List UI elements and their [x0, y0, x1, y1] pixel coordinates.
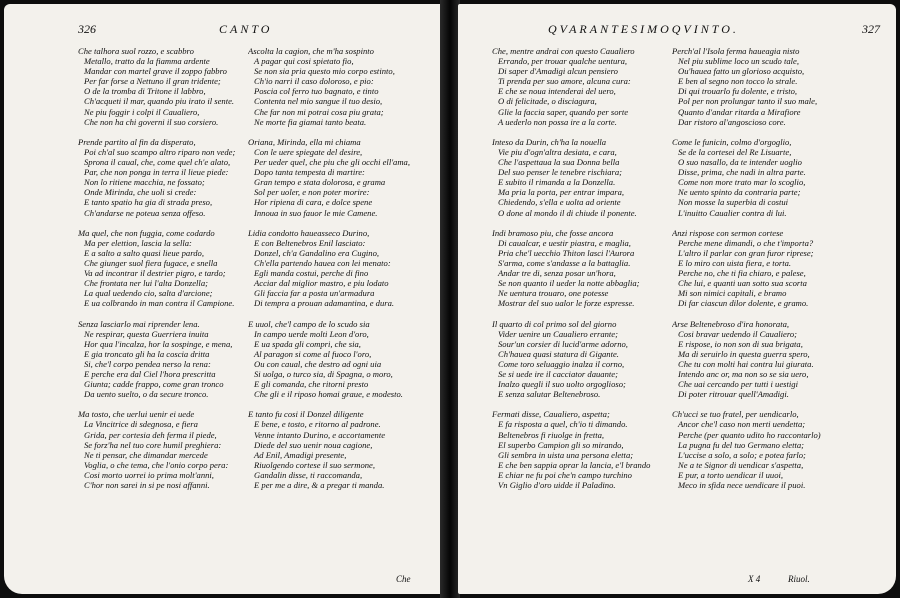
stanza: [248, 137, 442, 218]
verse-line: Intendo anc or, ma non so se sia uero,: [678, 369, 809, 379]
verse-line: Ch'acqueti il mar, quando piu irato il sente.: [84, 96, 235, 107]
verse-line: Mi son nimici capitali, e bramo: [678, 288, 787, 299]
verse-line: Disse, prima, che nadi in altra parte.: [678, 167, 806, 178]
verse-line: Che giunger suol fiera fugace, e snella: [84, 257, 218, 268]
verse-line: El superbo Campion gli so mirando,: [498, 439, 624, 450]
verse-line: C'hor non sarei in si pe nosi affanni.: [84, 480, 210, 491]
verse-line: Ma quel, che non fuggia, come codardo: [78, 227, 215, 238]
verse-line: E chiar ne fu poi che'n campo turchino: [498, 469, 632, 480]
verse-line: E con Beltenebros Enil lasciato:: [254, 237, 366, 248]
verse-line: L'inuitto Caualier contra di lui.: [678, 207, 787, 218]
running-head-right: QVARANTESIMOQVINTO.: [548, 22, 739, 36]
verse-line: Beltenebros fi riuolge in fretta,: [498, 429, 605, 440]
verse-line: Che l'aspettaua la sua Donna bella: [498, 157, 620, 168]
catchword-right: Riuol.: [788, 574, 810, 584]
verse-line: Che tu con molti hai contra lui giurata.: [678, 358, 814, 369]
verse-line: Onde Mirinda, che uoli si crede:: [84, 187, 197, 198]
verse-line: Di poter ritrouar quell'Amadigi.: [678, 389, 789, 400]
verse-line: Diede del suo uenir noua cagione,: [254, 439, 373, 450]
verse-line: Che far non mi potrai cosa piu grata;: [254, 106, 384, 117]
verse-line: E che se noua intenderai del uero,: [498, 86, 616, 97]
verse-line: O de la tromba di Tritone il labbro,: [84, 86, 206, 97]
verse-line: Oriana, Mirinda, ella mi chiama: [248, 136, 361, 147]
verse-line: Ch'io narri il caso doloroso, e pio:: [254, 76, 374, 87]
verse-line: Ad Enil, Amadigi presente,: [254, 449, 347, 460]
verse-line: Innoua in suo fauor le mie Camene.: [254, 207, 378, 218]
verse-line: Ma tosto, che uerlui uenir ei uede: [78, 409, 195, 420]
verse-line: Per far forse a Nettuno il gran tridente;: [84, 76, 221, 87]
verse-line: Se de la cortesei del Re Lisuarte,: [678, 146, 792, 157]
verse-line: Perch'al l'Isola ferma haueagia nisto: [672, 46, 800, 56]
verse-line: Cosi bravar uedendo il Caualiero;: [678, 328, 798, 339]
verse-line: Hor qua l'incalza, hor la sospinge, e mena,: [84, 338, 233, 349]
verse-line: Inteso da Durin, ch'ha la nouella: [492, 136, 607, 147]
verse-line: Riuolgendo cortese il suo sermone,: [254, 459, 376, 470]
verse-line: E gli comanda, che ritorni presto: [254, 379, 369, 390]
verse-line: E senza salutar Beltenebroso.: [498, 389, 601, 400]
verse-line: Con le uere spiegate del desire,: [254, 146, 363, 157]
verse-line: Ma per elettion, lascia la sella:: [84, 237, 192, 248]
verse-line: Cosi morto uorrei io prima molt'anni,: [84, 469, 214, 480]
verse-line: Vn Giglio d'oro uidde il Paladino.: [498, 480, 616, 491]
verse-line: Sol per uoler, e non poter morire:: [254, 187, 370, 198]
verse-line: Ne ti pensar, che dimandar mercede: [84, 449, 208, 460]
verse-line: Gandalin disse, ti raccomanda,: [254, 469, 363, 480]
verse-line: Poscia col ferro tuo bagnato, e tinto: [254, 86, 379, 97]
stanza: [672, 46, 877, 127]
verse-line: Come non more trato mar lo scoglio,: [678, 177, 806, 188]
book-gutter: [440, 0, 460, 598]
verse-line: Par, che non ponga in terra il lieue piede:: [84, 167, 229, 178]
verse-line: E lo miro con uista fiera, e torta.: [678, 257, 792, 268]
verse-line: E uuol, che'l campo de lo scudo sia: [248, 318, 370, 329]
verse-line: Ne respirar, questa Guerriera inuita: [84, 328, 209, 339]
verse-line: Errando, per trouar qualche uentura,: [498, 56, 628, 67]
verse-line: Prende partito al fin da disperato,: [78, 136, 196, 147]
verse-line: Del suo penser le tenebre rischiara;: [498, 167, 623, 178]
verse-line: Mostrar del suo ualor le forze espresse.: [498, 298, 635, 309]
verse-line: Glie la faccia saper, quando per sorte: [498, 106, 629, 117]
verse-line: Che talhora suol rozzo, e scabbro: [78, 46, 194, 56]
verse-line: Perche (per quanto udito ho raccontarlo): [678, 429, 821, 440]
verse-line: Ma pria la porta, per entrar impara,: [498, 187, 625, 198]
verse-line: Di far ciascun dilor dolente, e gramo.: [678, 298, 809, 309]
verse-line: Ne a te Signor di uendicar s'aspetta,: [678, 459, 804, 470]
verse-line: Che, mentre andrai con questo Caualiero: [492, 46, 635, 56]
verse-line: Venne intanto Durino, e accortamente: [254, 429, 386, 440]
verse-line: In campo uerde molti Leon d'oro,: [254, 328, 369, 339]
verse-line: Chiedendo, s'ella e uolta ad oriente: [498, 197, 621, 208]
verse-line: E ua colbrando in man contra il Campione.: [84, 298, 235, 309]
verse-line: Donzel, ch'a Gandalino era Cugino,: [254, 247, 380, 258]
verse-line: Al paragon si come al fuoco l'oro,: [254, 348, 372, 359]
verse-line: Come toro seluaggio inalza il corno,: [498, 358, 625, 369]
verse-line: Ch'ella partendo hauea con lei menato:: [254, 257, 391, 268]
verse-line: O done al mondo il di chiude il ponente.: [498, 207, 637, 218]
verse-line: Perche no, che ti fia chiaro, e palese,: [678, 268, 806, 279]
right-column-1: [492, 46, 697, 500]
verse-line: La qual uedendo cio, salta d'arcione;: [84, 288, 213, 299]
verse-line: E fa risposta a quel, ch'io ti dimando.: [498, 419, 628, 430]
verse-line: Se non sia pria questo mio corpo estinto,: [254, 66, 395, 77]
verse-line: L'altro il parlar con gran furor riprese;: [678, 247, 814, 258]
stanza: [248, 46, 442, 127]
verse-line: Ne uento spinto da contraria parte;: [678, 187, 801, 198]
verse-line: Gran tempo e stata dolorosa, e grama: [254, 177, 386, 188]
verse-line: Inalzo quegli il suo uolto orgoglioso;: [498, 379, 626, 390]
verse-line: Andar tre di, senza posar un'hora,: [498, 268, 616, 279]
verse-line: E tanto spatio ha gia di strada preso,: [84, 197, 213, 208]
stanza: [672, 137, 877, 218]
verse-line: Gli sembra in uista una persona eletta;: [498, 449, 634, 460]
verse-line: Gli faccia far a posta un'armadura: [254, 288, 375, 299]
verse-line: Vie piu d'ogn'altra desiata, e cara,: [498, 146, 617, 157]
verse-line: E gia troncato gli ha la coscia dritta: [84, 348, 210, 359]
verse-line: E ua spada gli compri, che sia,: [254, 338, 361, 349]
verse-line: Se si uede ire il cacciator dauante;: [498, 369, 618, 379]
verse-line: Giunta; cadde frappo, come gran tronco: [84, 379, 224, 390]
verse-line: Indi bramoso piu, che fosse ancora: [492, 227, 614, 238]
verse-line: Dopo tanta tempesta di martire:: [254, 167, 365, 178]
verse-line: Se non quanto il ueder la notte abbaglia;: [498, 278, 640, 289]
verse-line: Che non ha chi governi il suo corsiero.: [84, 116, 219, 127]
verse-line: Ancor che'l caso non merti uendetta;: [678, 419, 806, 430]
verse-line: Contenta nel mio sangue il tuo desio,: [254, 96, 383, 107]
verse-line: Di qui trouarlo fu dolente, e tristo,: [678, 86, 798, 97]
verse-line: Non lo ritiene macchia, ne fossato;: [84, 177, 205, 188]
verse-line: E tanto fu cosi il Donzel diligente: [248, 409, 364, 420]
verse-line: Che frontata ner lui l'alta Donzella;: [84, 278, 208, 289]
verse-line: Ou'hauea fatto un glorioso acquisto,: [678, 66, 805, 77]
stanza: [248, 228, 442, 309]
verse-line: Meco in sfida nece uendicare il puoi.: [678, 480, 806, 491]
stanza: [672, 319, 877, 400]
verse-line: Ne morte fia giamai tanto beata.: [254, 116, 367, 127]
left-column-2: [248, 46, 442, 500]
verse-line: Non mosse la superbia di costui: [678, 197, 789, 208]
verse-line: Acciar dal miglior mastro, e piu lodato: [254, 278, 389, 289]
stanza: [492, 46, 697, 127]
page-number-left: 326: [78, 22, 96, 36]
verse-line: Dar ristoro al'angoscioso core.: [678, 116, 786, 127]
stanza: [672, 228, 877, 309]
verse-line: Di caualcar, e uestir piastra, e maglia,: [498, 237, 631, 248]
verse-line: Sour'un corsier di lucid'arme adorno,: [498, 338, 628, 349]
verse-line: La pugna fu del tuo Germano eletta;: [678, 439, 805, 450]
verse-line: E rispose, io non son di sua brigata,: [678, 338, 803, 349]
verse-line: Ascolta la cagion, che m'ha sospinto: [248, 46, 374, 56]
stanza: [672, 409, 877, 490]
verse-line: A pagar qui cosi spietato fio,: [254, 56, 354, 67]
verse-line: E per me a dire, & a pregar ti manda.: [254, 480, 385, 491]
verse-line: E ben al segno non tocco lo strale.: [678, 76, 798, 87]
verse-line: O suo nasallo, da te intender uoglio: [678, 157, 802, 168]
verse-line: Per ueder quel, che piu che gli occhi ell'ama,: [254, 157, 410, 168]
verse-line: Metallo, tratto da la fiamma ardente: [84, 56, 210, 67]
left-page: [4, 4, 442, 594]
right-column-2: [672, 46, 877, 500]
verse-line: Pria che'l uecchio Thiton lasci l'Aurora: [498, 247, 635, 258]
verse-line: Pol per non prolungar tanto il suo male,: [678, 96, 818, 107]
verse-line: L'uccise a solo, a solo; e potea farlo;: [678, 449, 806, 460]
stanza: [492, 137, 697, 218]
verse-line: Vider uenire un Caualiero errante;: [498, 328, 618, 339]
verse-line: Senza lasciarlo mai riprender lena.: [78, 318, 200, 329]
catchword-left: Che: [396, 574, 411, 584]
stanza: [492, 228, 697, 309]
verse-line: O di felicitade, o disciagura,: [498, 96, 597, 107]
verse-line: Ne uentura trouaro, one potesse: [498, 288, 609, 299]
verse-line: E bene, e tosto, e ritorno al padrone.: [254, 419, 381, 430]
verse-line: Il quarto di col primo sol del giorno: [492, 318, 617, 329]
verse-line: Di saper d'Amadigi alcun pensiero: [498, 66, 618, 77]
verse-line: Ne piu foggir i colpi il Caualiero,: [84, 106, 200, 117]
right-page: [458, 4, 896, 594]
verse-line: Va ad incontrar il destrier pigro, e tardo;: [84, 268, 226, 279]
verse-line: Sprona il caual, che, come quel ch'e alato,: [84, 157, 231, 168]
verse-line: Come le funicin, colmo d'orgoglio,: [672, 136, 792, 147]
verse-line: Lidia condotto haueasseco Durino,: [248, 227, 370, 238]
verse-line: Quanto d'andar ritarda a Mirafiore: [678, 106, 801, 117]
verse-line: E subito il rimanda a la Donzella.: [498, 177, 616, 188]
verse-line: Si, che'l corpo pendea nerso la rena:: [84, 358, 211, 369]
verse-line: Che uai cercando per tutti i uestigi: [678, 379, 798, 390]
verse-line: E a salto a salto quasi lieue pardo,: [84, 247, 204, 258]
verse-line: Ou con caual, che destro ad ogni uia: [254, 358, 382, 369]
signature-mark: X 4: [748, 574, 761, 584]
verse-line: Ti prenda per suo amore, alcuna cura:: [498, 76, 631, 87]
verse-line: Ch'ucci se tuo fratel, per uendicarlo,: [672, 409, 799, 420]
verse-line: Ch'hauea quasi statura di Gigante.: [498, 348, 619, 359]
stanza: [248, 409, 442, 490]
verse-line: Poi ch'al suo scampo altro riparo non vede;: [84, 146, 236, 157]
stanza: [248, 319, 442, 400]
verse-line: Voglia, o che tema, che l'onio corpo pera:: [84, 459, 229, 470]
verse-line: E perche era dal Ciel l'hora prescritta: [84, 369, 216, 379]
running-head-left: CANTO: [219, 22, 273, 36]
verse-line: Perche mene dimandi, o che t'importa?: [678, 237, 814, 248]
verse-line: Nel piu sublime loco un scudo tale,: [678, 56, 800, 67]
page-number-right: 327: [862, 22, 880, 36]
verse-line: Mandar con martel grave il zoppo fabbro: [84, 66, 227, 77]
verse-line: Grida, per cortesia deh ferma il piede,: [84, 429, 217, 440]
verse-line: Si uolga, o turco sia, di Spagna, o moro,: [254, 369, 393, 379]
verse-line: Fermati disse, Caualiero, aspetta;: [492, 409, 610, 420]
stanza: [492, 319, 697, 400]
stanza: [492, 409, 697, 490]
verse-line: E che ben sappia oprar la lancia, e'l brando: [498, 459, 651, 470]
verse-line: La Vincitrice di sdegnosa, e fiera: [84, 419, 198, 430]
verse-line: E pur, a torto uendicar il uuoi,: [678, 469, 784, 480]
verse-line: Ma di seruirlo in questa guerra spero,: [678, 348, 810, 359]
verse-line: Egli manda costui, perche di fino: [254, 268, 369, 279]
verse-line: Anzi rispose con sermon cortese: [672, 227, 784, 238]
verse-line: Se forz'ha nel tuo core humil preghiera:: [84, 439, 222, 450]
verse-line: A uederlo non possa ire a la corte.: [498, 116, 617, 127]
verse-line: Da uento suelto, o da secure tronco.: [84, 389, 209, 400]
verse-line: Ch'andarse ne poteua senza offeso.: [84, 207, 206, 218]
verse-line: Hor ripiena di cara, e dolce spene: [254, 197, 373, 208]
verse-line: Arse Beltenebroso d'ira honorata,: [672, 318, 790, 329]
verse-line: Che gli e il riposo homai graue, e modesto.: [254, 389, 403, 400]
verse-line: Di tempra a prouan adamantina, e dura.: [254, 298, 395, 309]
verse-line: Che lui, e quanti uan sotto sua scorta: [678, 278, 807, 289]
verse-line: S'arma, come s'andasse a la battaglia.: [498, 257, 631, 268]
